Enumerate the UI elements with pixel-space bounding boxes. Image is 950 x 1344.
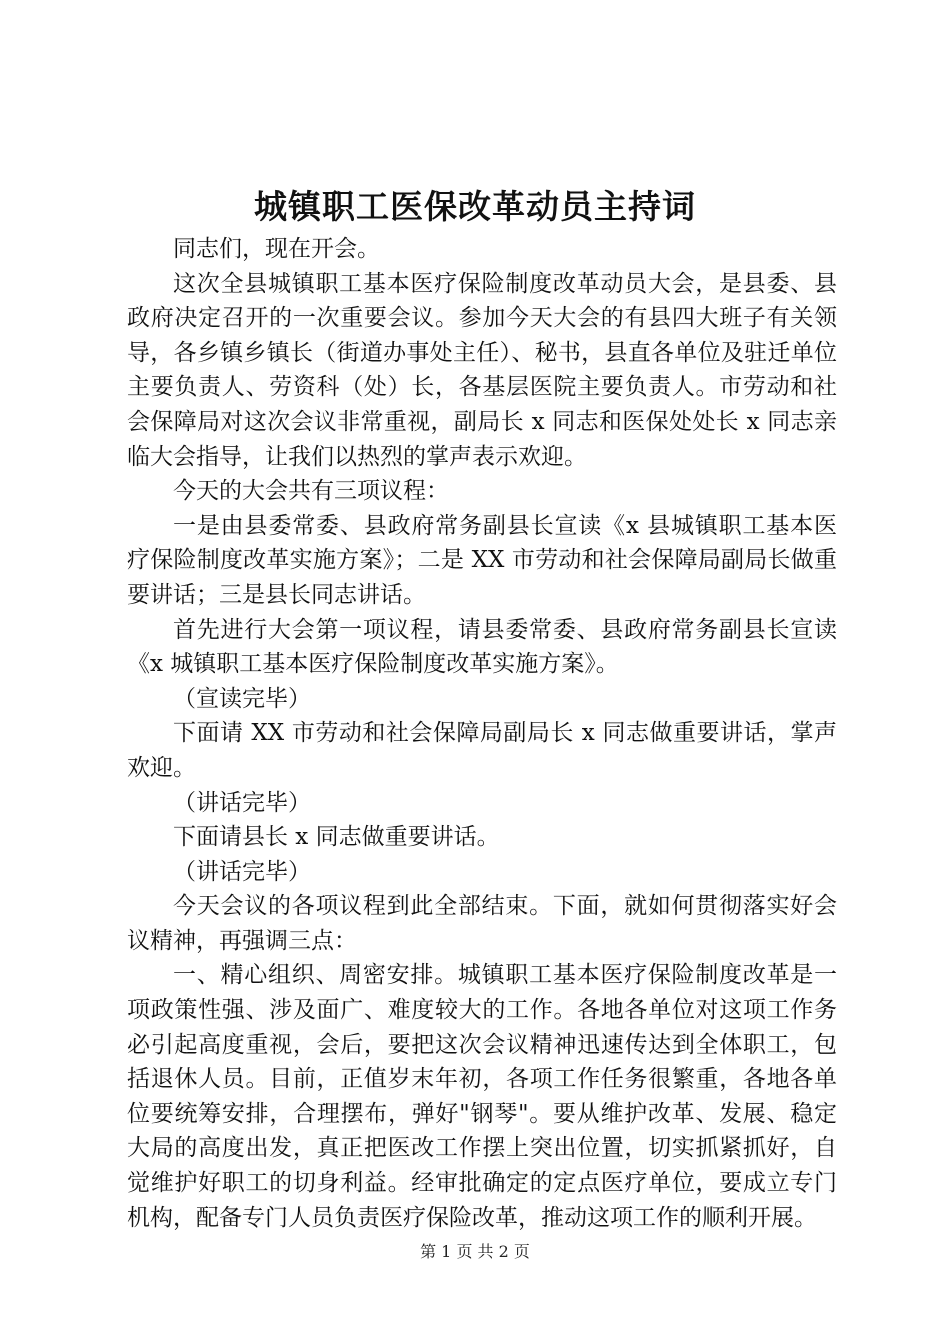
- document-body: [127, 232, 837, 1235]
- paragraph-point-one: 一、精心组织、周密安排。城镇职工基本医疗保险制度改革是一项政策性强、涉及面广、难度较大的工作。各地各单位对这项工作务必引起高度重视，会后，要把这次会议精神迅速传达到全体职工，包括退休人员。目前，正值岁末年初，各项工作任务很繁重，各地各单位要统筹安排，合理摆布，弹好"钢琴"。要从维护改革、发展、稳定大局的高度出发，真正把医改工作摆上突出位置，切实抓紧抓好，自觉维护好职工的切身利益。经审批确定的定点医疗单位，要成立专门机构，配备专门人员负责医疗保险改革，推动这项工作的顺利开展。: [127, 962, 837, 1231]
- paragraph-agenda-intro: 今天的大会共有三项议程：: [173, 478, 449, 505]
- paragraph-agenda-items: 一是由县委常委、县政府常务副县长宣读《x 县城镇职工基本医疗保险制度改革实施方案》；二是 XX 市劳动和社会保障局副局长做重要讲话；三是县长同志讲话。: [127, 512, 837, 608]
- paragraph-speech-done-1: （讲话完毕）: [173, 789, 311, 816]
- document-title: 城镇职工医保改革动员主持词: [254, 187, 696, 226]
- paragraph-opening: 同志们，现在开会。: [173, 236, 380, 262]
- page-footer: 第 1 页 共 2 页: [420, 1242, 530, 1261]
- paragraph-first-agenda: 首先进行大会第一项议程，请县委常委、县政府常务副县长宣读《x 城镇职工基本医疗保险制度改革实施方案》。: [127, 616, 837, 678]
- paragraph-meeting-intro: 这次全县城镇职工基本医疗保险制度改革动员大会，是县委、县政府决定召开的一次重要会议。参加今天大会的有县四大班子有关领导，各乡镇乡镇长（街道办事处主任）、秘书，县直各单位及驻迁单位主要负责人、劳资科（处）长，各基层医院主要负责人。市劳动和社会保障局对这次会议非常重视，副局长 x 同志和医保处处长 x 同志亲临大会指导，让我们以热烈的掌声表示欢迎。: [127, 270, 837, 470]
- paragraph-speech-done-2: （讲话完毕）: [173, 858, 311, 885]
- paragraph-second-speaker: 下面请 XX 市劳动和社会保障局副局长 x 同志做重要讲话，掌声欢迎。: [127, 720, 837, 781]
- paragraph-county-head: 下面请县长 x 同志做重要讲话。: [173, 824, 500, 851]
- paragraph-reading-done: （宣读完毕）: [173, 685, 311, 712]
- paragraph-closing-intro: 今天会议的各项议程到此全部结束。下面，就如何贯彻落实好会议精神，再强调三点：: [127, 893, 837, 954]
